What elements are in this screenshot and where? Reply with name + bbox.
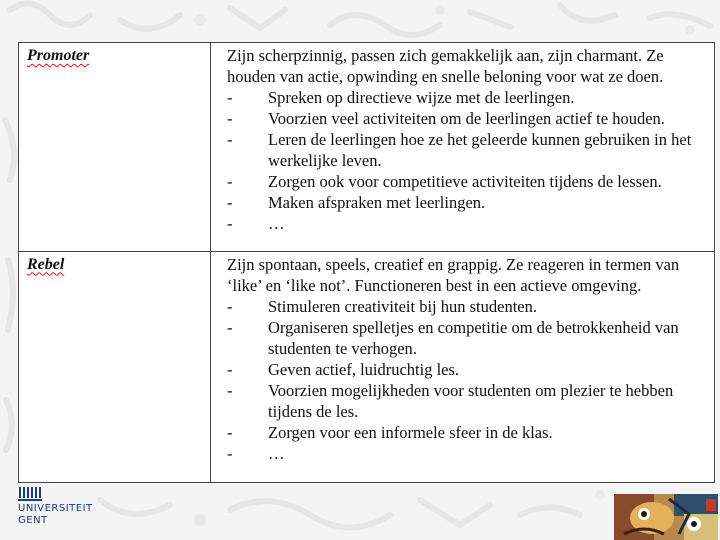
row-label-cell bbox=[19, 43, 211, 252]
list-item: - Voorzien veel activiteiten om de leerlingen actief te houden. bbox=[227, 108, 706, 129]
bullet-list-rebel bbox=[227, 296, 706, 464]
row-content-cell bbox=[211, 43, 715, 252]
list-item: - Maken afspraken met leerlingen. bbox=[227, 192, 706, 213]
list-item: - Spreken op directieve wijze met de leerlingen. bbox=[227, 87, 706, 108]
row-label-rebel: Rebel bbox=[27, 255, 65, 273]
list-item: - Zorgen ook voor competitieve activiteiten tijdens de lessen. bbox=[227, 171, 706, 192]
row-content-cell bbox=[211, 251, 715, 482]
logo-text-line1: UNIVERSITEIT bbox=[18, 503, 93, 514]
list-item: - Geven actief, luidruchtig les. bbox=[227, 359, 706, 380]
list-item: - Leren de leerlingen hoe ze het geleerde kunnen gebruiken in het werkelijke leven. bbox=[227, 129, 706, 171]
comparison-table bbox=[18, 42, 715, 483]
row-label-cell bbox=[19, 251, 211, 482]
list-item: - … bbox=[227, 213, 706, 234]
artwork-thumbnail bbox=[614, 494, 718, 540]
logo-building-icon bbox=[19, 487, 93, 498]
list-item: - Stimuleren creativiteit bij hun studenten. bbox=[227, 296, 706, 317]
university-logo bbox=[18, 487, 93, 527]
logo-text-line2: GENT bbox=[18, 515, 48, 526]
row-label-promoter: Promoter bbox=[27, 47, 90, 64]
list-item: - Voorzien mogelijkheden voor studenten om plezier te hebben tijdens de les. bbox=[227, 380, 706, 422]
table-row-promoter bbox=[19, 43, 715, 252]
bullet-list-promoter bbox=[227, 87, 706, 234]
list-item: - Zorgen voor een informele sfeer in de klas. bbox=[227, 422, 706, 443]
row-intro-rebel: Zijn spontaan, speels, creatief en grappig. Ze reageren in termen van ‘like’ en ‘like not’. Functioneren best in een actieve omgeving. bbox=[227, 254, 680, 295]
list-item: - Organiseren spelletjes en competitie om de betrokkenheid van studenten te verhogen. bbox=[227, 317, 706, 359]
row-intro-promoter: Zijn scherpzinnig, passen zich gemakkelijk aan, zijn charmant. Ze houden van actie, opwinding en snelle beloning voor wat ze doen. bbox=[227, 46, 664, 86]
table-row-rebel bbox=[19, 251, 715, 482]
list-item: - … bbox=[227, 443, 706, 464]
